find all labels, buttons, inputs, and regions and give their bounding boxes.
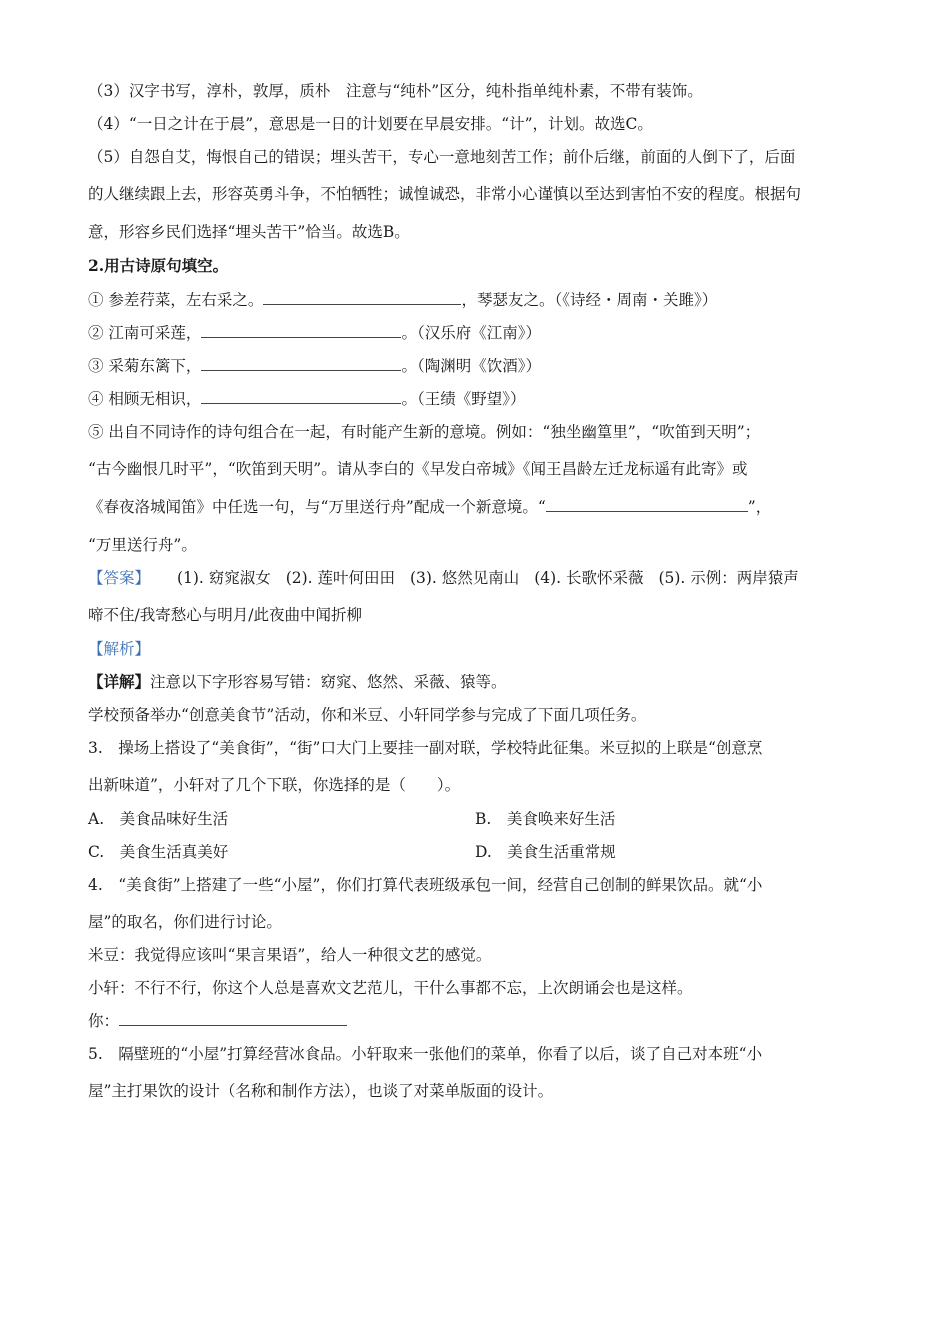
q2-item-4 <box>88 389 525 409</box>
q2-item-2-suffix: 。（汉乐府《江南》） <box>401 324 541 342</box>
q2-item-3-prefix: ③ 采菊东篱下， <box>88 357 202 375</box>
option-c[interactable]: C. 美食生活真美好 <box>88 843 229 861</box>
answer-tag: 【答案】 <box>88 569 151 587</box>
answer-item-5: (5). 示例：两岸猿声 <box>658 569 799 587</box>
detail-line <box>88 672 507 692</box>
your-response-label: 你： <box>88 1012 120 1030</box>
q2-item-3 <box>88 356 541 376</box>
q2-item-5-suffix: ”， <box>747 498 772 516</box>
question-3-line-1: 3. 操场上搭设了“美食街”，“街”口大门上要挂一副对联，学校特此征集。米豆拟的上联是“创意烹 <box>88 739 763 757</box>
q2-item-4-prefix: ④ 相顾无相识， <box>88 390 202 408</box>
answer-item-3: (3). 悠然见南山 <box>409 569 520 587</box>
explanation-line-5a: （5）自怨自艾，悔恨自己的错误；埋头苦干，专心一意地刻苦工作；前仆后继，前面的人倒下了，后面 <box>88 148 796 166</box>
answer-blank-3[interactable] <box>201 356 401 371</box>
detail-tag: 【详解】 <box>88 672 151 691</box>
q2-item-1-prefix: ① 参差荇菜，左右采之。 <box>88 291 264 309</box>
question-5-line-2: 屋”主打果饮的设计（名称和制作方法），也谈了对菜单版面的设计。 <box>88 1082 554 1100</box>
q2-item-5-line-b: “古今幽恨几时平”，“吹笛到天明”。请从李白的《早发白帝城》《闻王昌龄左迁龙标遥有此寄》或 <box>88 460 748 478</box>
xiaoxuan-dialogue: 小轩：不行不行，你这个人总是喜欢文艺范儿，干什么事都不忘，上次朗诵会也是这样。 <box>88 979 693 997</box>
answer-line <box>88 568 799 588</box>
question-4-line-2: 屋”的取名，你们进行讨论。 <box>88 913 282 931</box>
q2-item-5-line-a: ⑤ 出自不同诗作的诗句组合在一起，有时能产生新的意境。例如：“独坐幽篁里”，“吹笛到天明”； <box>88 423 761 441</box>
q2-item-1 <box>88 290 717 310</box>
explanation-line-5b: 的人继续跟上去，形容英勇斗争，不怕牺牲；诚惶诚恐，非常小心谨慎以至达到害怕不安的程度。根据句 <box>88 185 802 203</box>
q2-item-5-line-d: “万里送行舟”。 <box>88 536 197 554</box>
question-2-title: 2.用古诗原句填空。 <box>88 256 229 275</box>
activity-intro: 学校预备举办“创意美食节”活动，你和米豆、小轩同学参与完成了下面几项任务。 <box>88 706 647 724</box>
answer-item-2: (2). 莲叶何田田 <box>285 569 396 587</box>
q2-item-3-suffix: 。（陶渊明《饮酒》） <box>401 357 541 375</box>
option-a[interactable]: A. 美食品味好生活 <box>88 810 229 828</box>
option-b[interactable]: B. 美食唤来好生活 <box>475 810 616 828</box>
q2-item-1-suffix: ，琴瑟友之。（《诗经・周南・关雎》） <box>461 291 718 309</box>
answer-blank-2[interactable] <box>201 323 401 338</box>
detail-text: 注意以下字形容易写错：窈窕、悠然、采薇、猿等。 <box>150 673 507 691</box>
question-4-line-1: 4. “美食街”上搭建了一些“小屋”，你们打算代表班级承包一间，经营自己创制的鲜果饮品。就“小 <box>88 876 763 894</box>
answer-blank-1[interactable] <box>263 290 461 305</box>
q2-item-5-prefix: 《春夜洛城闻笛》中任选一句，与“万里送行舟”配成一个新意境。“ <box>88 498 546 516</box>
midou-dialogue: 米豆：我觉得应该叫“果言果语”，给人一种很文艺的感觉。 <box>88 946 492 964</box>
q2-item-5-line-c <box>88 497 771 517</box>
question-3-line-2: 出新味道”，小轩对了几个下联，你选择的是（ ）。 <box>88 776 461 794</box>
your-response-blank[interactable] <box>119 1011 347 1026</box>
answer-blank-5[interactable] <box>546 497 748 512</box>
q2-item-2-prefix: ② 江南可采莲， <box>88 324 202 342</box>
q2-item-4-suffix: 。（王绩《野望》） <box>401 390 526 408</box>
q2-item-2 <box>88 323 541 343</box>
option-d[interactable]: D. 美食生活重常规 <box>475 843 616 861</box>
explanation-line-3: （3）汉字书写，淳朴，敦厚，质朴 注意与“纯朴”区分，纯朴指单纯朴素，不带有装饰。 <box>88 82 703 100</box>
answer-blank-4[interactable] <box>201 389 401 404</box>
your-response-line <box>88 1011 347 1031</box>
answer-item-1: (1). 窈窕淑女 <box>176 569 271 587</box>
explanation-line-4: （4）“一日之计在于晨”，意思是一日的计划要在早晨安排。“计”，计划。故选C。 <box>88 115 653 133</box>
explanation-line-5c: 意，形容乡民们选择“埋头苦干”恰当。故选B。 <box>88 223 410 241</box>
question-5-line-1: 5. 隔壁班的“小屋”打算经营冰食品。小轩取来一张他们的菜单，你看了以后，谈了自己对本班“小 <box>88 1045 763 1063</box>
answer-continuation: 啼不住/我寄愁心与明月/此夜曲中闻折柳 <box>88 606 362 624</box>
analysis-tag: 【解析】 <box>88 640 151 658</box>
answer-item-4: (4). 长歌怀采薇 <box>534 569 644 587</box>
